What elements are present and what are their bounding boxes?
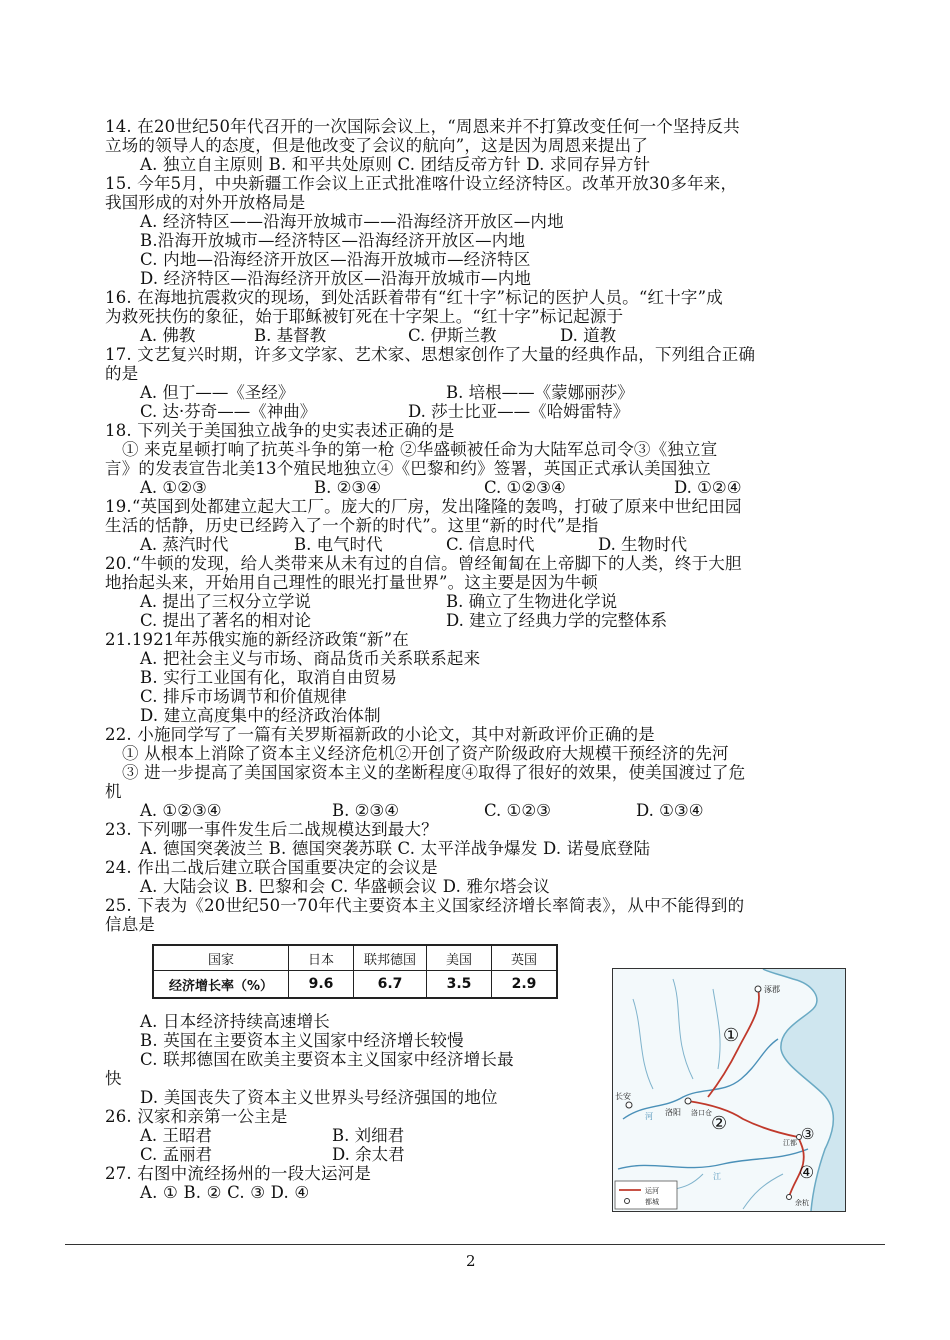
q17-line1: 17. 文艺复兴时期，许多文学家、艺术家、思想家创作了大量的经典作品，下列组合正确 <box>105 345 756 364</box>
q26-option-b: B. 刘细君 <box>332 1126 405 1145</box>
q20-option-c: C. 提出了著名的相对论 <box>140 611 312 630</box>
q21-option-a: A. 把社会主义与市场、商品货币关系联系起来 <box>140 649 481 668</box>
q22-line1: 22. 小施同学写了一篇有关罗斯福新政的小论文，其中对新政评价正确的是 <box>105 725 655 744</box>
marker-4: ④ <box>799 1163 815 1183</box>
q26-option-c: C. 孟丽君 <box>140 1145 213 1164</box>
q21-option-d: D. 建立高度集中的经济政治体制 <box>140 706 381 725</box>
header-west-germany: 联邦德国 <box>354 945 427 971</box>
q14-line2: 立场的领导人的态度，但是他改变了会议的航向”，这是因为周恩来提出了 <box>105 136 649 155</box>
tributary-3 <box>713 989 720 1069</box>
q20-option-a: A. 提出了三权分立学说 <box>140 592 311 611</box>
q21-line1: 21.1921年苏俄实施的新经济政策“新”在 <box>105 630 410 649</box>
q16-line2: 为救死扶伤的象征，始于耶稣被钉死在十字架上。“红十字”标记起源于 <box>105 307 624 326</box>
q21-option-b: B. 实行工业国有化，取消自由贸易 <box>140 668 398 687</box>
table-row <box>153 971 557 999</box>
value-usa: 3.5 <box>427 971 492 999</box>
q22-line2: ① 从根本上消除了资本主义经济危机②开创了资产阶级政府大规模干预经济的先河 <box>122 744 729 763</box>
map-drawing <box>613 969 845 1211</box>
legend-capital-label: 都城 <box>645 1198 659 1206</box>
q23-options: A. 德国突袭波兰 B. 德国突袭苏联 C. 太平洋战争爆发 D. 诺曼底登陆 <box>140 839 651 858</box>
q15-option-d: D. 经济特区—沿海经济开放区—沿海开放城市—内地 <box>140 269 532 288</box>
q15-line1: 15. 今年5月，中央新疆工作会议上正式批准喀什设立经济特区。改革开放30多年来， <box>105 174 738 193</box>
label-luoyang: 洛阳 <box>665 1108 681 1117</box>
q14-line1: 14. 在20世纪50年代召开的一次国际会议上，“周恩来并不打算改变任何一个坚持反共 <box>105 117 740 136</box>
q18-line1: 18. 下列关于美国独立战争的史实表述正确的是 <box>105 421 455 440</box>
q17-line2: 的是 <box>105 364 139 383</box>
tributary-2 <box>673 979 693 1079</box>
value-uk: 2.9 <box>492 971 558 999</box>
q16-option-d: D. 道教 <box>560 326 617 345</box>
q21-option-c: C. 排斥市场调节和价值规律 <box>140 687 347 706</box>
marker-1: ① <box>723 1025 740 1046</box>
header-uk: 英国 <box>492 945 558 971</box>
q20-option-d: D. 建立了经典力学的完整体系 <box>446 611 668 630</box>
q25-option-a: A. 日本经济持续高速增长 <box>140 1012 331 1031</box>
q25-line1: 25. 下表为《20世纪50一70年代主要资本主义国家经济增长率简表》，从中不能得到的 <box>105 896 745 915</box>
canal-segment-2 <box>688 1101 798 1137</box>
q26-option-d: D. 余太君 <box>332 1145 405 1164</box>
q23-line1: 23. 下列哪一事件发生后二战规模达到最大？ <box>105 820 438 839</box>
table-header-row <box>153 945 557 971</box>
label-changan: 长安 <box>615 1092 631 1101</box>
q22-option-d: D. ①③④ <box>636 801 704 820</box>
label-jiang: 江 <box>713 1172 721 1181</box>
q22-option-b: B. ②③④ <box>332 801 399 820</box>
q20-option-b: B. 确立了生物进化学说 <box>446 592 618 611</box>
q24-options: A. 大陆会议 B. 巴黎和会 C. 华盛顿会议 D. 雅尔塔会议 <box>140 877 551 896</box>
q26-option-a: A. 王昭君 <box>140 1126 212 1145</box>
q16-option-b: B. 基督教 <box>254 326 327 345</box>
q14-options: A. 独立自主原则 B. 和平共处原则 C. 团结反帝方针 D. 求同存异方针 <box>140 155 651 174</box>
q16-line1: 16. 在海地抗震救灾的现场，到处活跃着带有“红十字”标记的医护人员。“红十字”成 <box>105 288 723 307</box>
q15-option-a: A. 经济特区——沿海开放城市——沿海经济开放区—内地 <box>140 212 564 231</box>
q15-line2: 我国形成的对外开放格局是 <box>105 193 306 212</box>
q26-line1: 26. 汉家和亲第一公主是 <box>105 1107 288 1126</box>
q27-line1: 27. 右图中流经扬州的一段大运河是 <box>105 1164 372 1183</box>
yellow-river <box>623 1039 778 1119</box>
capital-changan <box>626 1102 632 1108</box>
header-japan: 日本 <box>289 945 354 971</box>
footer-divider <box>65 1244 885 1245</box>
q17-option-b: B. 培根——《蒙娜丽莎》 <box>446 383 634 402</box>
q19-line1: 19.“英国到处都建立起大工厂。庞大的厂房，发出隆隆的轰鸣，打破了原来中世纪田园 <box>105 497 742 516</box>
q16-option-a: A. 佛教 <box>140 326 196 345</box>
q15-option-b: B.沿海开放城市—经济特区—沿海经济开放区—内地 <box>140 231 526 250</box>
q19-option-b: B. 电气时代 <box>294 535 383 554</box>
q17-option-c: C. 达·芬奇——《神曲》 <box>140 402 317 421</box>
label-yuhang: 余杭 <box>795 1199 809 1207</box>
label-he: 河 <box>645 1112 653 1121</box>
q19-option-c: C. 信息时代 <box>446 535 535 554</box>
q25-option-c-cont: 快 <box>105 1069 122 1088</box>
q18-line2: ① 来克星顿打响了抗英斗争的第一枪 ②华盛顿被任命为大陆军总司令③《独立宣 <box>122 440 718 459</box>
q25-line2: 信息是 <box>105 915 156 934</box>
q17-option-d: D. 莎士比亚——《哈姆雷特》 <box>408 402 630 421</box>
q24-line1: 24. 作出二战后建立联合国重要决定的会议是 <box>105 858 438 877</box>
q22-line4: 机 <box>105 782 122 801</box>
q17-option-a: A. 但丁——《圣经》 <box>140 383 295 402</box>
value-west-germany: 6.7 <box>354 971 427 999</box>
header-usa: 美国 <box>427 945 492 971</box>
q27-options: A. ① B. ② C. ③ D. ④ <box>140 1183 310 1202</box>
q20-line1: 20.“牛顿的发现，给人类带来从未有过的自信。曾经匍匐在上帝脚下的人类，终于大胆 <box>105 554 742 573</box>
q18-option-d: D. ①②④ <box>674 478 742 497</box>
tributary-1 <box>633 999 653 1089</box>
legend-canal-label: 运河 <box>645 1187 659 1195</box>
q25-option-d: D. 美国丧失了资本主义世界头号经济强国的地位 <box>140 1088 498 1107</box>
q22-line3: ③ 进一步提高了美国国家资本主义的垄断程度④取得了很好的效果，使美国渡过了危 <box>122 763 746 782</box>
q20-line2: 地抬起头来，开始用自己理性的眼光打量世界”。这主要是因为牛顿 <box>105 573 598 592</box>
q18-line3: 言》的发表宣告北美13个殖民地独立④《巴黎和约》签署，英国正式承认美国独立 <box>105 459 711 478</box>
q25-option-b: B. 英国在主要资本主义国家中经济增长较慢 <box>140 1031 464 1050</box>
label-luokou: 洛口仓 <box>691 1109 712 1117</box>
legend-capital-icon <box>625 1199 630 1204</box>
q22-option-c: C. ①②③ <box>484 801 551 820</box>
label-jiangdu: 江都 <box>783 1139 797 1147</box>
page-number: 2 <box>466 1252 476 1270</box>
q22-option-a: A. ①②③④ <box>140 801 222 820</box>
q25-option-c: C. 联邦德国在欧美主要资本主义国家中经济增长最 <box>140 1050 514 1069</box>
q15-option-c: C. 内地—沿海经济开放区—沿海开放城市—经济特区 <box>140 250 531 269</box>
q18-option-b: B. ②③④ <box>314 478 381 497</box>
marker-3: ③ <box>801 1125 815 1143</box>
yangtze-river <box>618 1149 808 1169</box>
q19-option-a: A. 蒸汽时代 <box>140 535 229 554</box>
q18-option-a: A. ①②③ <box>140 478 207 497</box>
q19-line2: 生活的恬静，历史已经跨入了一个新的时代”。这里“新的时代”是指 <box>105 516 599 535</box>
q19-option-d: D. 生物时代 <box>598 535 688 554</box>
capital-yuhang <box>787 1195 792 1200</box>
label-zhuojun: 涿郡 <box>764 985 780 994</box>
row-label: 经济增长率（%） <box>153 971 289 999</box>
q18-option-c: C. ①②③④ <box>484 478 566 497</box>
header-country: 国家 <box>153 945 289 971</box>
grand-canal-map <box>612 968 846 1212</box>
tributary-5 <box>743 1174 783 1209</box>
capital-luoyang <box>685 1098 691 1104</box>
marker-2: ② <box>711 1113 728 1134</box>
growth-rate-table <box>152 944 558 999</box>
capital-zhuojun <box>755 986 761 992</box>
q16-option-c: C. 伊斯兰教 <box>408 326 497 345</box>
value-japan: 9.6 <box>289 971 354 999</box>
